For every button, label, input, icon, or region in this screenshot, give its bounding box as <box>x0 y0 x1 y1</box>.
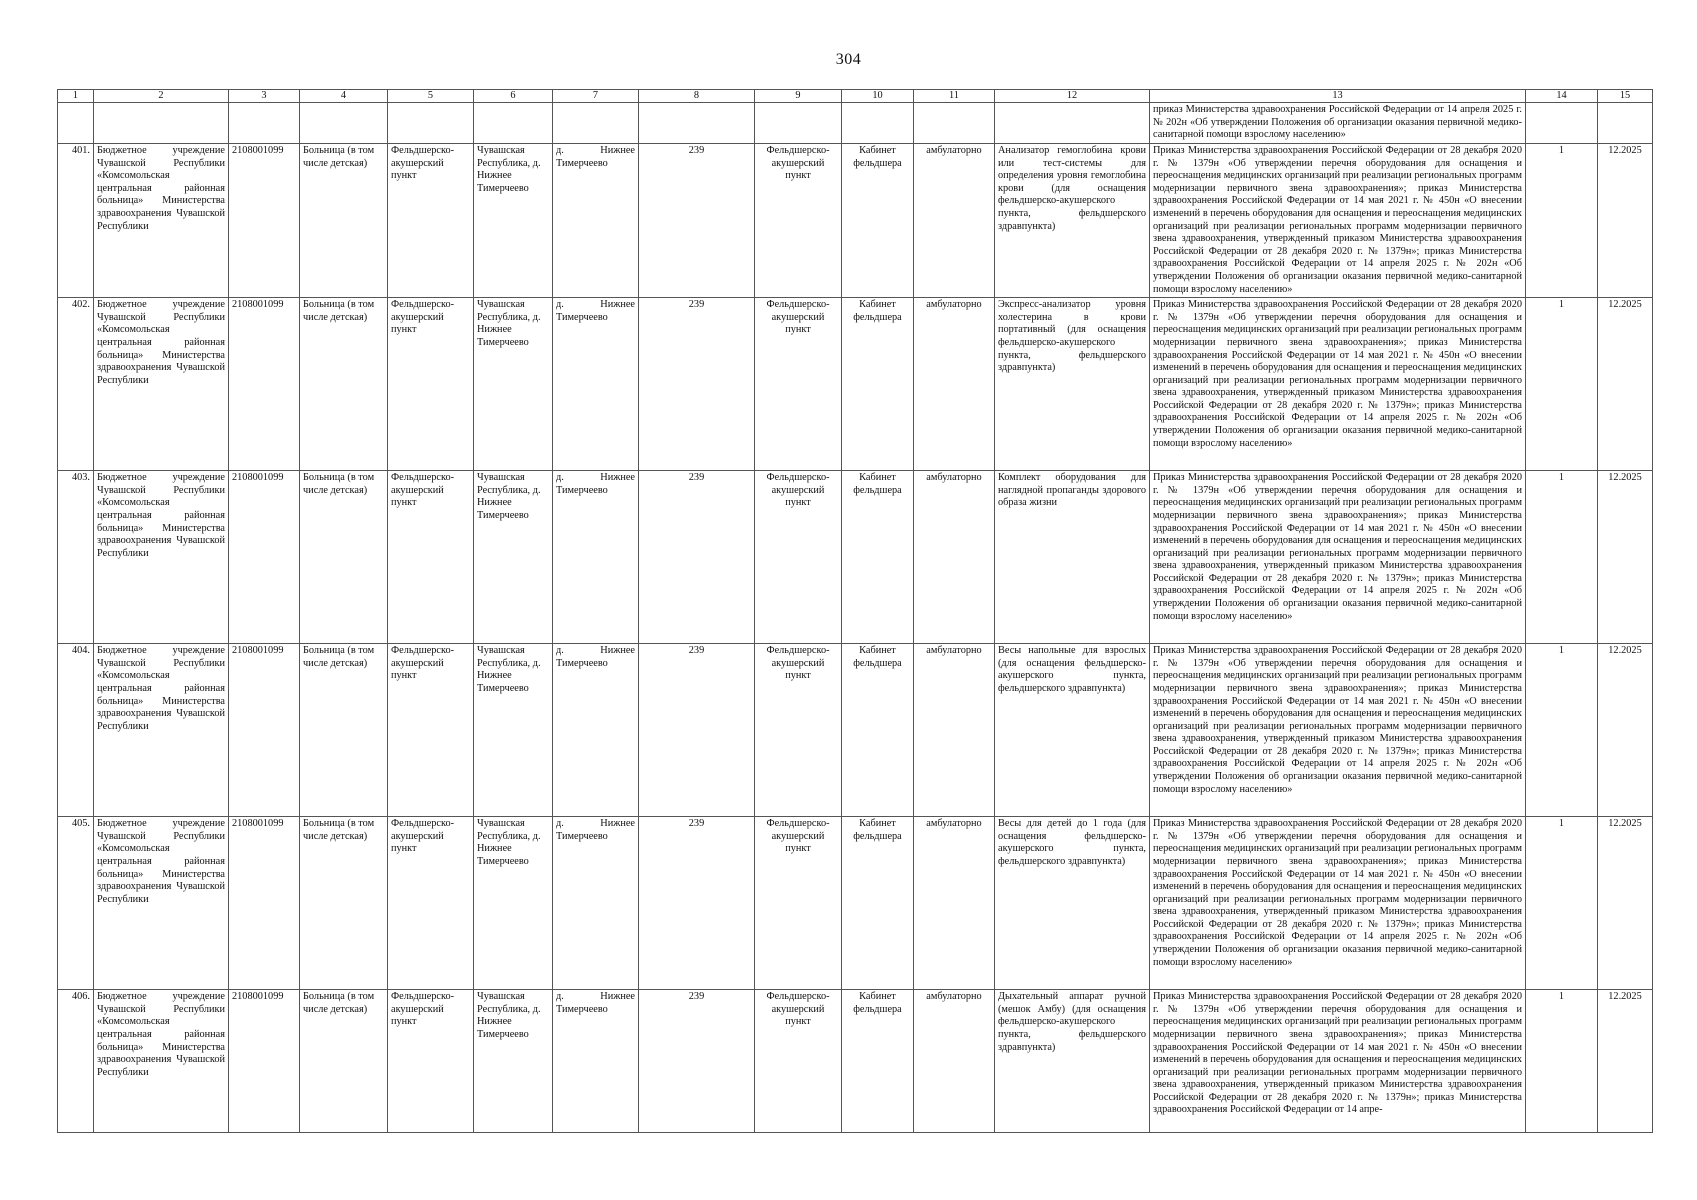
column-header: 15 <box>1598 90 1653 103</box>
care-form: амбулаторно <box>914 471 995 644</box>
organization-type: Больница (в том числе детская) <box>300 817 388 990</box>
column-header: 12 <box>995 90 1150 103</box>
column-header: 9 <box>755 90 842 103</box>
page-number: 304 <box>835 51 862 68</box>
locality: д. Нижнее Тимерчеево <box>553 990 639 1133</box>
legal-basis: Приказ Министерства здравоохранения Российской Федерации от 28 декабря 2020 г. № 1379н «Об утверждении перечня оборудования для оснащения и переоснащения медицинских организаций при реализации региональных программ модернизации первичного звена здравоохранения»; приказ Министерства здравоохранения Российской Федерации от 14 мая 2021 г. № 450н «О внесении изменений в перечень оборудования для оснащения и переоснащения медицинских организаций при реализации региональных программ модернизации первичного звена здравоохранения, утвержденный приказом Министерства здравоохранения Российской Федерации от 28 декабря 2020 г. № 1379н»; приказ Министерства здравоохранения Российской Федерации от 14 апре- <box>1150 990 1526 1133</box>
column-number-header <box>58 90 1653 103</box>
code-value: 239 <box>639 817 755 990</box>
legal-basis: Приказ Министерства здравоохранения Российской Федерации от 28 декабря 2020 г. № 1379н «Об утверждении перечня оборудования для оснащения и переоснащения медицинских организаций при реализации региональных программ модернизации первичного звена здравоохранения»; приказ Министерства здравоохранения Российской Федерации от 14 мая 2021 г. № 450н «О внесении изменений в перечень оборудования для оснащения и переоснащения медицинских организаций при реализации региональных программ модернизации первичного звена здравоохранения, утвержденный приказом Министерства здравоохранения Российской Федерации от 28 декабря 2020 г. № 1379н»; приказ Министерства здравоохранения Российской Федерации от 14 апреля 2025 г. № 202н «Об утверждении Положения об организации оказания первичной медико-санитарной помощи взрослому населению» <box>1150 644 1526 817</box>
organization-name: Бюджетное учреждение Чувашской Республики «Комсомольская центральная районная больница» Министерства здравоохранения Чувашской Республики <box>94 644 229 817</box>
organization-type: Больница (в том числе детская) <box>300 298 388 471</box>
organization-type: Больница (в том числе детская) <box>300 471 388 644</box>
address: Чувашская Республика, д. Нижнее Тимерчеево <box>474 298 553 471</box>
quantity: 1 <box>1526 471 1598 644</box>
room-name: Кабинет фельдшера <box>842 817 914 990</box>
organization-name: Бюджетное учреждение Чувашской Республики «Комсомольская центральная районная больница» Министерства здравоохранения Чувашской Республики <box>94 298 229 471</box>
address: Чувашская Республика, д. Нижнее Тимерчеево <box>474 817 553 990</box>
column-header: 6 <box>474 90 553 103</box>
inn-value: 2108001099 <box>229 471 300 644</box>
quantity: 1 <box>1526 990 1598 1133</box>
legal-basis: Приказ Министерства здравоохранения Российской Федерации от 28 декабря 2020 г. № 1379н «Об утверждении перечня оборудования для оснащения и переоснащения медицинских организаций при реализации региональных программ модернизации первичного звена здравоохранения»; приказ Министерства здравоохранения Российской Федерации от 14 мая 2021 г. № 450н «О внесении изменений в перечень оборудования для оснащения и переоснащения медицинских организаций при реализации региональных программ модернизации первичного звена здравоохранения, утвержденный приказом Министерства здравоохранения Российской Федерации от 28 декабря 2020 г. № 1379н»; приказ Министерства здравоохранения Российской Федерации от 14 апреля 2025 г. № 202н «Об утверждении Положения об организации оказания первичной медико-санитарной помощи взрослому населению» <box>1150 144 1526 298</box>
column-header: 3 <box>229 90 300 103</box>
code-value: 239 <box>639 471 755 644</box>
deadline-date: 12.2025 <box>1598 144 1653 298</box>
row-number: 401. <box>58 144 94 298</box>
equipment-name: Весы напольные для взрослых (для оснащения фельдшерско-акушерского пункта, фельдшерского здравпункта) <box>995 644 1150 817</box>
organization-name: Бюджетное учреждение Чувашской Республики «Комсомольская центральная районная больница» Министерства здравоохранения Чувашской Республики <box>94 144 229 298</box>
organization-name: Бюджетное учреждение Чувашской Республики «Комсомольская центральная районная больница» Министерства здравоохранения Чувашской Республики <box>94 471 229 644</box>
code-value: 239 <box>639 144 755 298</box>
table-row <box>58 644 1653 817</box>
row-number: 403. <box>58 471 94 644</box>
unit-name: Фельдшерско-акушерский пункт <box>388 817 474 990</box>
locality: д. Нижнее Тимерчеево <box>553 644 639 817</box>
inn-value: 2108001099 <box>229 817 300 990</box>
deadline-date: 12.2025 <box>1598 298 1653 471</box>
row-number: 404. <box>58 644 94 817</box>
legal-basis: Приказ Министерства здравоохранения Российской Федерации от 28 декабря 2020 г. № 1379н «Об утверждении перечня оборудования для оснащения и переоснащения медицинских организаций при реализации региональных программ модернизации первичного звена здравоохранения»; приказ Министерства здравоохранения Российской Федерации от 14 мая 2021 г. № 450н «О внесении изменений в перечень оборудования для оснащения и переоснащения медицинских организаций при реализации региональных программ модернизации первичного звена здравоохранения, утвержденный приказом Министерства здравоохранения Российской Федерации от 28 декабря 2020 г. № 1379н»; приказ Министерства здравоохранения Российской Федерации от 14 апреля 2025 г. № 202н «Об утверждении Положения об организации оказания первичной медико-санитарной помощи взрослому населению» <box>1150 471 1526 644</box>
column-header: 1 <box>58 90 94 103</box>
column-header: 5 <box>388 90 474 103</box>
column-header: 13 <box>1150 90 1526 103</box>
code-value: 239 <box>639 990 755 1133</box>
room-name: Кабинет фельдшера <box>842 990 914 1133</box>
continuation-legal-basis: приказ Министерства здравоохранения Российской Федерации от 14 апреля 2025 г. № 202н «Об утверждении Положения об организации оказания первичной медико-санитарной помощи взрослому населению» <box>1150 103 1526 144</box>
room-name: Кабинет фельдшера <box>842 298 914 471</box>
care-form: амбулаторно <box>914 298 995 471</box>
continuation-row <box>58 103 1653 144</box>
column-header: 14 <box>1526 90 1598 103</box>
deadline-date: 12.2025 <box>1598 990 1653 1133</box>
care-form: амбулаторно <box>914 644 995 817</box>
unit-name: Фельдшерско-акушерский пункт <box>388 471 474 644</box>
inn-value: 2108001099 <box>229 644 300 817</box>
care-form: амбулаторно <box>914 144 995 298</box>
row-number: 402. <box>58 298 94 471</box>
inn-value: 2108001099 <box>229 990 300 1133</box>
column-header: 8 <box>639 90 755 103</box>
subunit-name: Фельдшерско-акушерский пункт <box>755 817 842 990</box>
address: Чувашская Республика, д. Нижнее Тимерчеево <box>474 144 553 298</box>
column-header: 10 <box>842 90 914 103</box>
address: Чувашская Республика, д. Нижнее Тимерчеево <box>474 990 553 1133</box>
row-number: 406. <box>58 990 94 1133</box>
locality: д. Нижнее Тимерчеево <box>553 817 639 990</box>
inn-value: 2108001099 <box>229 298 300 471</box>
quantity: 1 <box>1526 144 1598 298</box>
legal-basis: Приказ Министерства здравоохранения Российской Федерации от 28 декабря 2020 г. № 1379н «Об утверждении перечня оборудования для оснащения и переоснащения медицинских организаций при реализации региональных программ модернизации первичного звена здравоохранения»; приказ Министерства здравоохранения Российской Федерации от 14 мая 2021 г. № 450н «О внесении изменений в перечень оборудования для оснащения и переоснащения медицинских организаций при реализации региональных программ модернизации первичного звена здравоохранения, утвержденный приказом Министерства здравоохранения Российской Федерации от 28 декабря 2020 г. № 1379н»; приказ Министерства здравоохранения Российской Федерации от 14 апреля 2025 г. № 202н «Об утверждении Положения об организации оказания первичной медико-санитарной помощи взрослому населению» <box>1150 817 1526 990</box>
row-number: 405. <box>58 817 94 990</box>
table-row <box>58 471 1653 644</box>
subunit-name: Фельдшерско-акушерский пункт <box>755 990 842 1133</box>
column-header: 4 <box>300 90 388 103</box>
locality: д. Нижнее Тимерчеево <box>553 471 639 644</box>
column-header: 2 <box>94 90 229 103</box>
equipment-table <box>57 89 1653 1133</box>
deadline-date: 12.2025 <box>1598 817 1653 990</box>
quantity: 1 <box>1526 817 1598 990</box>
subunit-name: Фельдшерско-акушерский пункт <box>755 298 842 471</box>
deadline-date: 12.2025 <box>1598 644 1653 817</box>
equipment-name: Комплект оборудования для наглядной пропаганды здорового образа жизни <box>995 471 1150 644</box>
organization-type: Больница (в том числе детская) <box>300 644 388 817</box>
address: Чувашская Республика, д. Нижнее Тимерчеево <box>474 471 553 644</box>
code-value: 239 <box>639 644 755 817</box>
locality: д. Нижнее Тимерчеево <box>553 144 639 298</box>
deadline-date: 12.2025 <box>1598 471 1653 644</box>
quantity: 1 <box>1526 644 1598 817</box>
room-name: Кабинет фельдшера <box>842 644 914 817</box>
organization-type: Больница (в том числе детская) <box>300 990 388 1133</box>
legal-basis: Приказ Министерства здравоохранения Российской Федерации от 28 декабря 2020 г. № 1379н «Об утверждении перечня оборудования для оснащения и переоснащения медицинских организаций при реализации региональных программ модернизации первичного звена здравоохранения»; приказ Министерства здравоохранения Российской Федерации от 14 мая 2021 г. № 450н «О внесении изменений в перечень оборудования для оснащения и переоснащения медицинских организаций при реализации региональных программ модернизации первичного звена здравоохранения, утвержденный приказом Министерства здравоохранения Российской Федерации от 28 декабря 2020 г. № 1379н»; приказ Министерства здравоохранения Российской Федерации от 14 апреля 2025 г. № 202н «Об утверждении Положения об организации оказания первичной медико-санитарной помощи взрослому населению» <box>1150 298 1526 471</box>
equipment-name: Дыхательный аппарат ручной (мешок Амбу) (для оснащения фельдшерско-акушерского пункта, фельдшерского здравпункта) <box>995 990 1150 1133</box>
table-row <box>58 990 1653 1133</box>
unit-name: Фельдшерско-акушерский пункт <box>388 144 474 298</box>
subunit-name: Фельдшерско-акушерский пункт <box>755 144 842 298</box>
subunit-name: Фельдшерско-акушерский пункт <box>755 471 842 644</box>
organization-name: Бюджетное учреждение Чувашской Республики «Комсомольская центральная районная больница» Министерства здравоохранения Чувашской Республики <box>94 990 229 1133</box>
subunit-name: Фельдшерско-акушерский пункт <box>755 644 842 817</box>
table-row <box>58 298 1653 471</box>
care-form: амбулаторно <box>914 817 995 990</box>
table-row <box>58 144 1653 298</box>
unit-name: Фельдшерско-акушерский пункт <box>388 298 474 471</box>
organization-type: Больница (в том числе детская) <box>300 144 388 298</box>
quantity: 1 <box>1526 298 1598 471</box>
address: Чувашская Республика, д. Нижнее Тимерчеево <box>474 644 553 817</box>
column-header: 11 <box>914 90 995 103</box>
unit-name: Фельдшерско-акушерский пункт <box>388 990 474 1133</box>
equipment-name: Экспресс-анализатор уровня холестерина в крови портативный (для оснащения фельдшерско-акушерского пункта, фельдшерского здравпункта) <box>995 298 1150 471</box>
code-value: 239 <box>639 298 755 471</box>
care-form: амбулаторно <box>914 990 995 1133</box>
unit-name: Фельдшерско-акушерский пункт <box>388 644 474 817</box>
table-row <box>58 817 1653 990</box>
room-name: Кабинет фельдшера <box>842 144 914 298</box>
locality: д. Нижнее Тимерчеево <box>553 298 639 471</box>
equipment-name: Анализатор гемоглобина крови или тест-системы для определения уровня гемоглобина крови (для оснащения фельдшерско-акушерского пункта, фельдшерского здравпункта) <box>995 144 1150 298</box>
organization-name: Бюджетное учреждение Чувашской Республики «Комсомольская центральная районная больница» Министерства здравоохранения Чувашской Республики <box>94 817 229 990</box>
inn-value: 2108001099 <box>229 144 300 298</box>
column-header: 7 <box>553 90 639 103</box>
equipment-name: Весы для детей до 1 года (для оснащения фельдшерско-акушерского пункта, фельдшерского здравпункта) <box>995 817 1150 990</box>
room-name: Кабинет фельдшера <box>842 471 914 644</box>
